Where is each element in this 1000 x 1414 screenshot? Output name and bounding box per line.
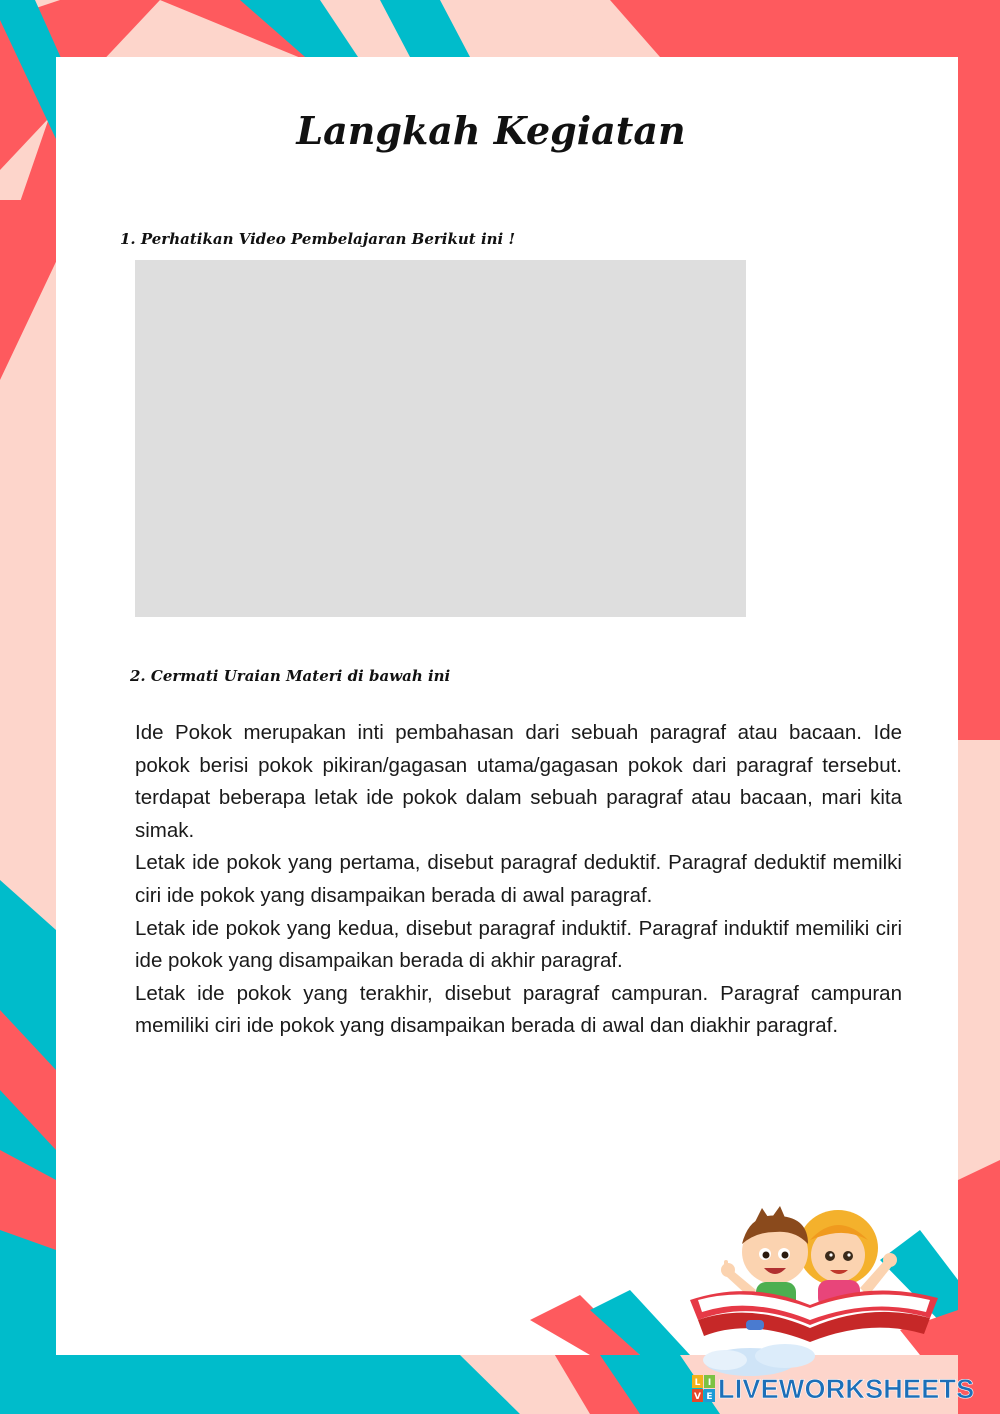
- logo-letter-l: L: [694, 1378, 701, 1388]
- paragraph-inductive: Letak ide pokok yang kedua, disebut paragraf induktif. Paragraf induktif memiliki ciri ide pokok yang disampaikan berada di akhir paragraf.: [135, 916, 902, 973]
- worksheet-page: [56, 57, 958, 1355]
- paragraph-deductive: Letak ide pokok yang pertama, disebut paragraf deduktif. Paragraf deduktif memilki ciri ide pokok yang disampaikan berada di awal paragraf.: [135, 851, 902, 907]
- watermark-text: LIVEWORKSHEETS: [718, 1373, 975, 1404]
- liveworksheets-watermark[interactable]: [692, 1374, 974, 1404]
- page-title: Langkah Kegiatan: [296, 108, 686, 153]
- paragraph-mixed: Letak ide pokok yang terakhir, disebut paragraf campuran. Paragraf campuran memiliki ciri ide pokok yang disampaikan berada di awal dan diakhir paragraf.: [135, 981, 902, 1038]
- step-1-heading: 1. Perhatikan Video Pembelajaran Berikut ini !: [120, 230, 516, 248]
- material-text: [135, 717, 902, 1043]
- paragraph-intro: Ide Pokok merupakan inti pembahasan dari sebuah paragraf atau bacaan. Ide pokok berisi pokok pikiran/gagasan utama/gagasan pokok dari paragraf tersebut. terdapat beberapa letak ide pokok dalam sebuah paragraf atau bacaan, mari kita simak.: [135, 721, 902, 842]
- logo-letter-v: V: [694, 1392, 701, 1402]
- step-2-heading: 2. Cermati Uraian Materi di bawah ini: [130, 667, 451, 685]
- logo-letter-e: E: [706, 1392, 713, 1402]
- video-player[interactable]: [135, 260, 746, 617]
- liveworksheets-logo-icon: [692, 1375, 716, 1403]
- kids-on-book-illustration: [680, 1200, 950, 1380]
- logo-letter-i: I: [707, 1378, 712, 1388]
